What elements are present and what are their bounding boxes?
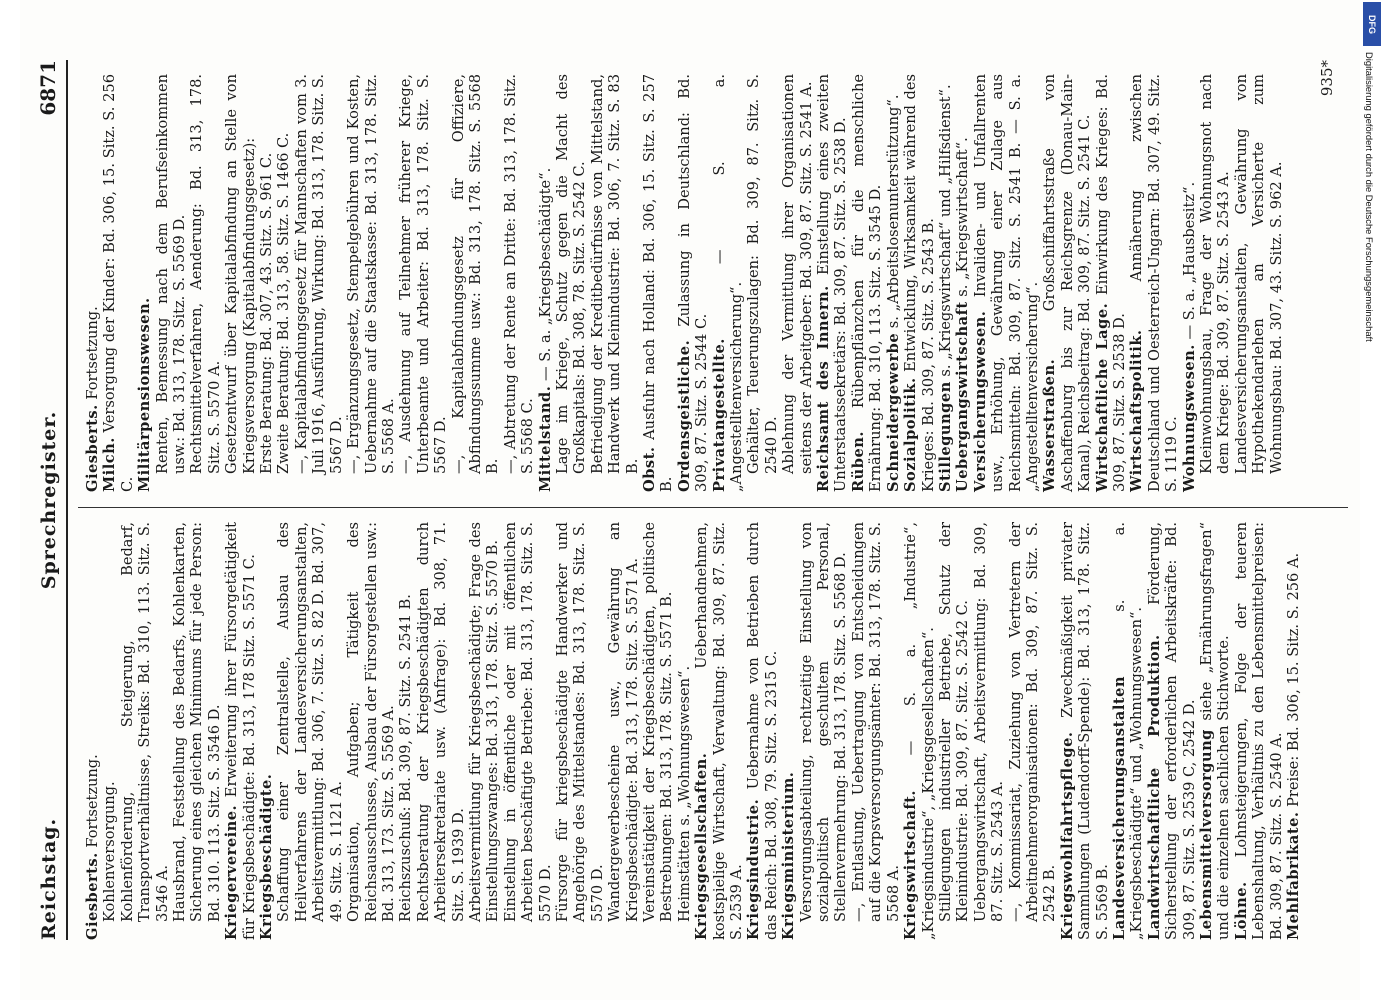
register-entry — [467, 522, 502, 940]
entry-keyword: Lebensmittelversorgung — [1198, 729, 1215, 940]
entry-keyword: Stillegungen — [936, 381, 954, 492]
header-sprechregister: Sprechregister. — [38, 410, 60, 590]
page-header — [26, 60, 68, 940]
entry-keyword: Wirtschaftspolitik. — [1128, 329, 1146, 492]
register-entry — [258, 522, 275, 940]
register-entry — [711, 74, 746, 492]
entry-keyword: Uebergangswirtschaft — [954, 301, 972, 492]
entry-keyword: Privatangestellte. — [710, 338, 728, 492]
dfg-logo: DFG — [1363, 2, 1381, 46]
entry-keyword: Milch. — [101, 437, 119, 492]
entry-text: Ausfuhr nach Holland: Bd. 306, 15. Sitz. S. 257 B. — [641, 74, 676, 492]
register-entry — [1094, 74, 1129, 492]
entry-text: Gesetzentwurf über Kapitalabfindung an Stelle von Kriegsversorgung (Kapitalabfindungsgesetz): — [223, 74, 258, 474]
register-entry — [1041, 74, 1093, 492]
register-entry — [902, 74, 937, 492]
register-entry — [972, 522, 1007, 940]
entry-text: Heimstätten s. „Wohnungswesen“. — [675, 665, 693, 922]
entry-text: Versorgung der Kinder: Bd. 306, 15. Sitz. S. 256 C. — [101, 74, 136, 492]
entry-keyword: Kriegswohlfahrtspflege. — [1058, 731, 1076, 940]
entry-keyword: Kriegervereine. — [223, 804, 241, 940]
entry-text: Rechtsmittelverfahren, Aenderung: Bd. 313, 178. Sitz. S. 5570 A. — [188, 74, 223, 474]
entry-text: Stillegungen industrieller Betriebe, Schutz der Kleinindustrie: Bd. 309, 87. Sitz. S. 2542 C. — [936, 522, 972, 922]
register-entry — [1146, 522, 1198, 940]
entry-keyword: Kriegsgesellschaften. — [693, 752, 711, 940]
register-entry — [223, 522, 258, 940]
entry-text: — S. a. „Industrie“, „Kriegsindustrie“, „Kriegsgesellschaften“. — [902, 522, 937, 940]
entry-keyword: Landesversicherungsanstalten — [1110, 675, 1128, 940]
entry-text: Ablehnung der Vermittlung ihrer Organisationen seitens der Arbeitgeber: Bd. 309, 87. Sitz. S. 2541 A. — [780, 74, 815, 474]
entry-text: Vereinstätigkeit der Kriegsbeschädigten, politische Bestrebungen: Bd. 313, 178. Sitz. S. 5571 B. — [641, 522, 676, 922]
entry-keyword: Wohnungswesen. — [1180, 344, 1198, 492]
entry-text: Reichszuschuß: Bd. 309, 87. Sitz. S. 2541 B. — [397, 594, 415, 922]
register-entry — [798, 522, 850, 940]
register-entry — [84, 74, 101, 492]
entry-text: s. a. „Kriegsbeschädigte“ und „Wohnungswesen“. — [1110, 522, 1146, 940]
register-entry — [902, 522, 937, 940]
entry-keyword: Giesberts. — [84, 852, 101, 940]
register-entry — [885, 74, 902, 492]
dfg-caption: Digitalisierung gefördert durch die Deutsche Forschungsgemeinschaft — [1364, 52, 1375, 342]
register-entry — [815, 74, 850, 492]
entry-text: Kohlenversorgung. — [101, 781, 119, 922]
page-number: 6871 — [36, 60, 60, 116]
register-entry — [502, 74, 537, 492]
register-entry — [154, 74, 189, 492]
register-entry — [1233, 522, 1285, 940]
register-entry — [676, 522, 693, 940]
entry-text: s. „Kriegswirtschaft“. — [954, 137, 972, 297]
register-entry — [275, 522, 345, 940]
entry-keyword: Kriegsministerium. — [780, 771, 798, 940]
entry-text: —, Ausdehnung auf Teilnehmer früherer Kriege, Unterbeamte und Arbeiter: Bd. 313, 178. Sitz. S. 5567 D. — [397, 74, 450, 474]
entry-text: Erweiterung ihrer Fürsorgetätigkeit für Kriegsbeschädigte: Bd. 313, 178 Sitz. S. 5571 C. — [223, 522, 258, 940]
register-entry — [850, 74, 885, 492]
entry-text: —, Kapitalabfindungsgesetz für Offiziere, Abfindungssumme usw.: Bd. 313, 178. Sitz. S. 5568 B. — [449, 74, 502, 474]
entry-text: —, Kapitalabfindungsgesetz für Mannschaften vom 3. Juli 1916, Ausführung, Wirkung: Bd. 313, 178. Sitz. S. 5567 D. — [292, 74, 345, 474]
dfg-stamp — [1363, 2, 1381, 998]
entry-keyword: Obst. — [641, 446, 658, 492]
register-entry — [345, 74, 397, 492]
register-entry — [1181, 74, 1198, 492]
register-entry — [554, 74, 589, 492]
entry-text: Landesversicherungsanstalten, Gewährung von Hypothekendarlehen an Versicherte zum Wohnungsbau: Bd. 307, 43. Sitz. S. 962 A. — [1232, 74, 1285, 474]
entry-text: Befriedigung der Kreditbedürfnisse von Mittelstand, Handwerk und Kleinindustrie: Bd. 306, 7. Sitz. S. 83 B. — [588, 74, 641, 474]
entry-text: Fortsetzung. — [84, 306, 101, 400]
rotated-register-page — [20, 0, 1360, 1000]
entry-text: —, Ergänzungsgesetz, Stempelgebühren und Kosten, Uebernahme auf die Staatskasse: Bd. 313, 178. Sitz. S. 5568 A. — [345, 74, 397, 474]
entry-text: Gehälter, Teuerungszulagen: Bd. 309, 87. Sitz. S. 2540 D. — [745, 74, 780, 474]
entry-text: Annäherung zwischen Deutschland und Oesterreich-Ungarn: Bd. 307, 49. Sitz. S. 1119 C. — [1128, 74, 1181, 492]
entry-text: Arbeitsvermittlung für Kriegsbeschädigte; Frage des Einstellungszwanges: Bd. 313, 178. Sitz. S. 5570 B. — [466, 522, 502, 922]
entry-text: Ueberhandnehmen, kostspielige Wirtschaft, Verwaltung: Bd. 309, 87. Sitz. S. 2539 A. — [693, 522, 746, 940]
entry-text: Lage im Kriege, Schutz gegen die Macht des Großkapitals: Bd. 308, 78. Sitz. S. 2542 C. — [553, 74, 589, 474]
entry-text: Erste Beratung: Bd. 307, 43. Sitz. S. 961 C. — [258, 152, 276, 474]
entry-text: Hausbrand, Feststellung des Bedarfs, Kohlenkarten, Sicherung eines gleichen Minimums für jede Person: Bd. 310. 113. Sitz. S. 3546 D. — [171, 522, 223, 922]
register-entry — [641, 522, 676, 940]
right-column — [84, 74, 1285, 492]
register-entry — [345, 522, 397, 940]
entry-text: Fürsorge für kriegsbeschädigte Handwerker und Angehörige des Mittelstandes: Bd. 313, 178. Sitz. S. 5570 D. — [553, 522, 606, 922]
entry-text: Rübenpflänzchen für die menschliche Ernährung: Bd. 310, 113. Sitz. S. 3545 D. — [849, 74, 885, 492]
register-entry — [537, 74, 554, 492]
entry-text: —, Entlastung, Uebertragung von Entscheidungen auf die Korpsversorgungsämter: Bd. 313, 178. Sitz. S. 5568 A. — [849, 522, 902, 922]
footer-mark: 935* — [1318, 60, 1336, 97]
entry-keyword: Mittelstand. — [536, 385, 554, 492]
column-divider — [78, 507, 1348, 508]
register-entry — [1059, 522, 1111, 940]
entry-keyword: Rüben. — [849, 431, 867, 492]
register-entry — [275, 74, 292, 492]
entry-keyword: Militärpensionswesen. — [136, 297, 154, 492]
entry-keyword: Schneidergewerbe — [884, 332, 902, 492]
entry-text: Zulassung in Deutschland: Bd. 309, 87. Sitz. S. 2544 C. — [675, 73, 711, 492]
register-entry — [84, 522, 101, 940]
entry-text: siehe „Ernährungsfragen“ und die einzelnen sachlichen Stichworte. — [1198, 522, 1233, 940]
register-entry — [780, 522, 797, 940]
entry-text: Wandergewerbescheine usw., Gewährung an Kriegsbeschädigte: Bd. 313, 178. Sitz. S. 5571 A. — [606, 522, 641, 922]
register-entry — [258, 74, 275, 492]
entry-text: Zweite Beratung: Bd. 313, 58. Sitz. S. 1466 C. — [275, 132, 293, 474]
entry-text: — S. a. „Hausbesitz“. — [1180, 181, 1198, 340]
register-entry — [1007, 522, 1059, 940]
register-entry — [293, 74, 345, 492]
entry-keyword: Ordensgeistliche. — [675, 339, 693, 492]
register-entry — [101, 74, 136, 492]
entry-text: — S. a. „Angestelltenversicherung“. — [710, 73, 746, 492]
entry-keyword: Kriegswirtschaft. — [902, 790, 920, 940]
header-reichstag: Reichstag. — [38, 817, 60, 940]
register-entry — [397, 74, 449, 492]
entry-keyword: Kriegsbeschädigte. — [258, 773, 276, 940]
entry-text: Uebernahme von Betrieben durch das Reich: Bd. 308, 79. Sitz. S. 2315 C. — [745, 522, 780, 940]
register-entry — [223, 74, 258, 492]
register-entry — [1285, 522, 1302, 940]
entry-keyword: Reichsamt des Innern. — [815, 285, 833, 492]
register-entry — [641, 74, 676, 492]
entry-text: Rechtsberatung der Kriegsbeschädigten durch Arbeitersekretariate usw. (Anfrage): Bd. 308, 71. Sitz. S. 1939 D. — [414, 522, 467, 922]
register-entry — [119, 522, 171, 940]
register-entry — [589, 74, 641, 492]
entry-text: Uebergangswirtschaft, Arbeitsvermittlung: Bd. 309, 87. Sitz. S. 2543 A. — [971, 522, 1007, 922]
entry-text: Schaffung einer Zentralstelle, Ausbau des Heilverfahrens der Landesversicherungsanstalten, Arbeitsvermittlung: Bd. 306, 7. Sitz. S. 82 D. Bd. 307, 49. Sitz. S. 1121 A. — [275, 522, 345, 922]
register-entry — [415, 522, 467, 940]
register-entry — [972, 74, 1042, 492]
entry-keyword: Kriegsindustrie. — [745, 798, 763, 940]
entry-text: Kleinwohnungsbau, Frage der Wohnungsnot nach dem Kriege: Bd. 309, 87. Sitz. S. 2543 A. — [1198, 74, 1233, 474]
entry-text: —, Abtretung der Rente an Dritte: Bd. 313, 178. Sitz. S. 5568 C. — [501, 74, 537, 474]
register-entry — [554, 522, 606, 940]
register-entry — [136, 74, 153, 492]
register-entry — [850, 522, 902, 940]
entry-text: Entwicklung, Wirksamkeit während des Krieges: Bd. 309, 87. Sitz. S. 2543 B. — [902, 73, 937, 492]
entry-text: Invaliden- und Unfallrenten usw., Erhöhung, Gewährung einer Zulage aus Reichsmitteln: Bd. 309, 87. Sitz. S. 2541 B. — S. a. „Angestelltenversicherung“. — [971, 74, 1041, 492]
register-entry — [397, 522, 414, 940]
entry-text: Preise: Bd. 306, 15. Sitz. S. 256 A. — [1285, 552, 1303, 807]
entry-keyword: Mehlfabrikate. — [1285, 811, 1303, 940]
register-entry — [745, 74, 780, 492]
register-entry — [450, 74, 502, 492]
entry-keyword: Wasserstraßen. — [1041, 358, 1059, 492]
entry-text: —, Kommissariat, Zuziehung von Vertretern der Arbeitnehmerorganisationen: Bd. 309, 87. Sitz. S. 2542 B. — [1006, 522, 1059, 922]
register-entry — [693, 522, 745, 940]
entry-text: Zweckmäßigkeit privater Sammlungen (Ludendorff-Spende): Bd. 313, 178. Sitz. S. 5569 B. — [1058, 521, 1111, 940]
register-entry — [937, 74, 954, 492]
entry-keyword: Giesberts. — [84, 404, 101, 492]
entry-text: Fortsetzung. — [84, 754, 101, 848]
register-entry — [1111, 522, 1146, 940]
entry-keyword: Löhne. — [1232, 881, 1250, 940]
entry-text: Einwirkung des Krieges: Bd. 309, 87. Sitz. S. 2538 D. — [1093, 73, 1128, 492]
entry-text: Renten, Bemessung nach dem Berufseinkommen usw.: Bd. 313, 178. Sitz. S. 5569 D. — [153, 74, 189, 474]
entry-keyword: Landwirtschaftliche Produktion. — [1145, 634, 1163, 940]
entry-text: Organisation, Aufgaben; Tätigkeit des Reichsausschusses, Ausbau der Fürsorgestellen usw.: Bd. 313, 173. Sitz. S. 5569 A. — [345, 522, 397, 922]
register-entry — [1233, 74, 1285, 492]
entry-keyword: Sozialpolitik. — [902, 377, 920, 492]
register-entry — [1198, 522, 1233, 940]
register-entry — [745, 522, 780, 940]
entry-text: — S. a. „Kriegsbeschädigte“. — [536, 167, 554, 382]
register-entry — [606, 522, 641, 940]
entry-text: Lohnsteigerungen, Folge der teueren Lebenshaltung, Verhältnis zu den Lebensmittelpreisen: Bd. 309, 87. Sitz. S. 2540 A. — [1232, 522, 1285, 940]
entry-text: Großschiffahrtsstraße von Aschaffenburg bis zur Reichsgrenze (Donau-Main-Kanal), Reichsbeitrag: Bd. 309, 87. Sitz. S. 2541 C. — [1041, 74, 1094, 492]
entry-text: s. „Kriegswirtschaft“ und „Hilfsdienst“. — [936, 84, 954, 377]
entry-text: Kohlenförderung, Steigerung, Bedarf, Transportverhältnisse, Streiks: Bd. 310, 113. Sitz. S. 3546 A. — [118, 522, 171, 922]
register-entry — [780, 74, 815, 492]
register-entry — [676, 74, 711, 492]
register-entry — [1128, 74, 1180, 492]
entry-text: Einstellung eines zweiten Unterstaatssekretärs: Bd. 309, 87. Sitz. S. 2538 D. — [815, 74, 850, 492]
register-entry — [101, 522, 118, 940]
register-entry — [188, 74, 223, 492]
register-entry — [937, 522, 972, 940]
left-column — [84, 522, 1302, 940]
entry-keyword: Wirtschaftliche Lage. — [1093, 302, 1111, 492]
entry-text: Förderung, Sicherstellung der erforderlichen Arbeitskräfte: Bd. 309, 87. Sitz. S. 2539 C, 2542 D. — [1145, 522, 1198, 940]
register-entry — [1198, 74, 1233, 492]
entry-text: Versorgungsabteilung, rechtzeitige Einstellung von sozialpolitisch geschultem Personal, Stellenvermehrung: Bd. 313, 178. Sitz. S. 5568 D. — [797, 522, 850, 922]
register-entry — [171, 522, 223, 940]
register-entry — [502, 522, 554, 940]
register-entry — [954, 74, 971, 492]
entry-text: s. „Arbeitslosenunterstützung“. — [884, 94, 902, 329]
entry-keyword: Versicherungswesen. — [971, 310, 989, 492]
entry-text: Einstellung in öffentliche oder mit öffentlichen Arbeiten beschäftigte Betriebe: Bd. 313, 178. Sitz. S. 5570 D. — [501, 522, 554, 922]
